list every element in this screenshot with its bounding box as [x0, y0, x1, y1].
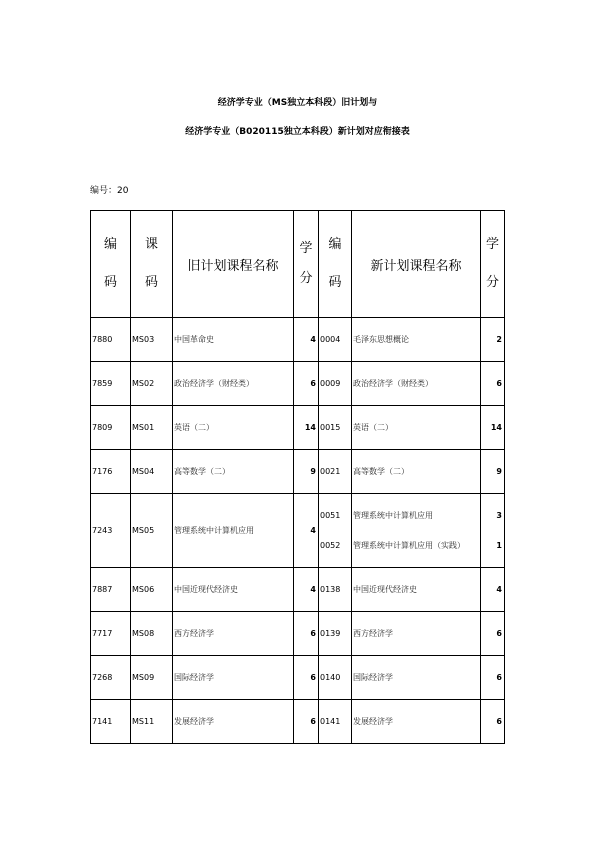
old-credit-cell: 14: [294, 406, 319, 450]
table-row: [91, 318, 505, 362]
table-row: [91, 612, 505, 656]
new-course-name-cell: [352, 450, 481, 494]
new-code-value: 0138: [320, 584, 341, 594]
old-credit-cell: 6: [294, 362, 319, 406]
new-course-name-cell: [352, 406, 481, 450]
new-credit-cell: [481, 612, 505, 656]
new-code-cell: [319, 406, 352, 450]
new-course-name-value: 西方经济学: [353, 628, 393, 638]
header-new-code: 编 码: [319, 211, 352, 318]
new-course-name-cell: [352, 656, 481, 700]
new-code-cell: [319, 318, 352, 362]
old-credit-cell: 6: [294, 700, 319, 744]
new-code-cell: [319, 568, 352, 612]
new-course-name-value: 政治经济学（财经类）: [353, 378, 433, 388]
new-code-cell: [319, 450, 352, 494]
header-old-code: 编 码: [91, 211, 131, 318]
new-credit-value: 4: [496, 584, 502, 594]
old-course-name-cell: 管理系统中计算机应用: [173, 494, 294, 568]
new-code-cell: [319, 612, 352, 656]
new-course-name-value: 高等数学（二）: [353, 466, 409, 476]
course-code-cell: MS08: [131, 612, 173, 656]
old-course-name-cell: 中国近现代经济史: [173, 568, 294, 612]
new-course-name-value: 英语（二）: [353, 422, 393, 432]
course-code-cell: MS02: [131, 362, 173, 406]
new-code-cell: [319, 362, 352, 406]
table-row: [91, 494, 505, 568]
new-code-value: 0004: [320, 334, 341, 344]
old-course-name-cell: 发展经济学: [173, 700, 294, 744]
old-credit-cell: 4: [294, 318, 319, 362]
new-credit-value: 2: [496, 334, 502, 344]
new-credit-value: 3: [496, 510, 502, 520]
table-row: [91, 450, 505, 494]
new-course-name-cell: [352, 318, 481, 362]
new-credit-value: 14: [490, 422, 502, 432]
title-line-2: 经济学专业（B020115独立本科段）新计划对应衔接表: [185, 127, 410, 137]
new-credit-value: 6: [496, 716, 502, 726]
new-code-value: 0140: [320, 672, 341, 682]
new-code-value: 0021: [320, 466, 341, 476]
header-new-credit: 学 分: [481, 211, 505, 318]
new-credit-value: 6: [496, 672, 502, 682]
course-code-cell: MS03: [131, 318, 173, 362]
new-credit-cell: [481, 362, 505, 406]
header-course-code: 课 码: [131, 211, 173, 318]
new-course-name-cell: [352, 568, 481, 612]
course-code-cell: MS04: [131, 450, 173, 494]
table-row: [91, 406, 505, 450]
old-code-cell: 7717: [91, 612, 131, 656]
new-course-name-cell: [352, 700, 481, 744]
new-course-name-value: 管理系统中计算机应用: [353, 510, 433, 520]
course-code-cell: MS09: [131, 656, 173, 700]
old-credit-cell: 6: [294, 612, 319, 656]
new-credit-cell: [481, 700, 505, 744]
new-code-cell: [319, 494, 352, 568]
new-credit-value: 9: [496, 466, 502, 476]
old-credit-cell: 4: [294, 568, 319, 612]
course-code-cell: MS05: [131, 494, 173, 568]
old-code-cell: 7141: [91, 700, 131, 744]
old-code-cell: 7887: [91, 568, 131, 612]
new-credit-cell: [481, 568, 505, 612]
new-code-value: 0009: [320, 378, 341, 388]
new-code-value: 0015: [320, 422, 341, 432]
course-code-cell: MS01: [131, 406, 173, 450]
new-course-name-value: 国际经济学: [353, 672, 393, 682]
old-credit-cell: 9: [294, 450, 319, 494]
old-code-cell: 7268: [91, 656, 131, 700]
course-code-cell: MS11: [131, 700, 173, 744]
table-row: [91, 362, 505, 406]
header-new-course-name: 新计划课程名称: [352, 211, 481, 318]
old-code-cell: 7809: [91, 406, 131, 450]
new-code-value: 0139: [320, 628, 341, 638]
new-credit-value: 6: [496, 378, 502, 388]
new-code-cell: [319, 656, 352, 700]
course-mapping-table: [90, 210, 505, 744]
table-header-row: [91, 211, 505, 318]
new-credit-cell: [481, 494, 505, 568]
old-code-cell: 7243: [91, 494, 131, 568]
new-code-value: 0052: [320, 540, 341, 550]
new-credit-cell: [481, 318, 505, 362]
old-course-name-cell: 英语（二）: [173, 406, 294, 450]
new-code-value: 0051: [320, 510, 341, 520]
old-course-name-cell: 中国革命史: [173, 318, 294, 362]
new-course-name-value: 管理系统中计算机应用（实践）: [353, 540, 465, 550]
table-row: [91, 568, 505, 612]
old-credit-cell: 4: [294, 494, 319, 568]
new-code-value: 0141: [320, 716, 341, 726]
old-course-name-cell: 国际经济学: [173, 656, 294, 700]
new-course-name-value: 毛泽东思想概论: [353, 334, 409, 344]
new-credit-value: 6: [496, 628, 502, 638]
new-course-name-value: 中国近现代经济史: [353, 584, 417, 594]
old-credit-cell: 6: [294, 656, 319, 700]
new-course-name-cell: [352, 494, 481, 568]
header-old-course-name: 旧计划课程名称: [173, 211, 294, 318]
old-course-name-cell: 西方经济学: [173, 612, 294, 656]
old-code-cell: 7176: [91, 450, 131, 494]
serial-number: 编号：20: [90, 186, 129, 196]
new-code-cell: [319, 700, 352, 744]
table-row: [91, 656, 505, 700]
old-course-name-cell: 高等数学（二）: [173, 450, 294, 494]
new-credit-cell: [481, 450, 505, 494]
table-row: [91, 700, 505, 744]
new-course-name-cell: [352, 362, 481, 406]
new-course-name-cell: [352, 612, 481, 656]
old-course-name-cell: 政治经济学（财经类）: [173, 362, 294, 406]
title-line-1: 经济学专业（MS独立本科段）旧计划与: [217, 98, 378, 108]
new-course-name-value: 发展经济学: [353, 716, 393, 726]
header-old-credit: 学 分: [294, 211, 319, 318]
course-code-cell: MS06: [131, 568, 173, 612]
new-credit-value: 1: [496, 540, 502, 550]
new-credit-cell: [481, 656, 505, 700]
old-code-cell: 7880: [91, 318, 131, 362]
old-code-cell: 7859: [91, 362, 131, 406]
new-credit-cell: [481, 406, 505, 450]
